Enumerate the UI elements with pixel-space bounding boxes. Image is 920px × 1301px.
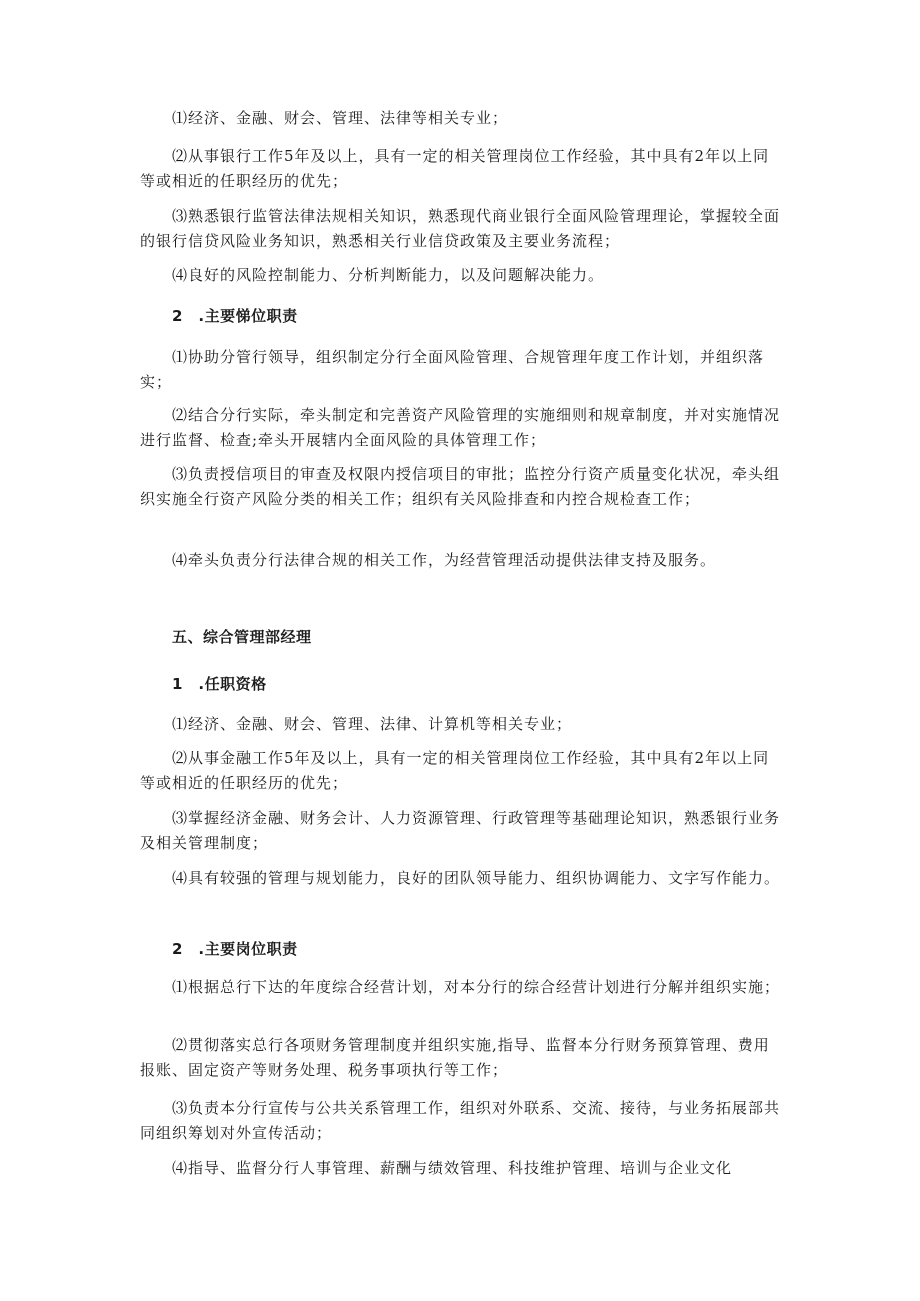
duties-heading: 2 .主要岗位职责 — [172, 940, 298, 958]
requirement-item: ⑷具有较强的管理与规划能力，良好的团队领导能力、组织协调能力、文字写作能力。 — [172, 869, 781, 887]
section-title: 五、综合管理部经理 — [172, 628, 312, 646]
requirement-item: ⑴经济、金融、财会、管理、法律等相关专业； — [172, 109, 509, 127]
requirement-item: ⑶熟悉银行监管法律法规相关知识，熟悉现代商业银行全面风险管理理论，掌握较全面的银行信贷风险业务知识，熟悉相关行业信贷政策及主要业务流程； — [140, 207, 781, 250]
duty-item: ⑵结合分行实际，牵头制定和完善资产风险管理的实施细则和规章制度，并对实施情况进行监督、检查;牵头开展辖内全面风险的具体管理工作； — [140, 406, 781, 449]
duty-item: ⑴协助分管行领导，组织制定分行全面风险管理、合规管理年度工作计划，并组织落实； — [140, 348, 765, 391]
duty-item: ⑶负责授信项目的审查及权限内授信项目的审批；监控分行资产质量变化状况，牵头组织实施全行资产风险分类的相关工作；组织有关风险排查和内控合规检查工作； — [140, 465, 781, 508]
qualification-heading: 1 .任职资格 — [172, 675, 267, 693]
requirement-item: ⑴经济、金融、财会、管理、法律、计算机等相关专业； — [172, 715, 573, 733]
duty-item: ⑵贯彻落实总行各项财务管理制度并组织实施,指导、监督本分行财务预算管理、费用报账、固定资产等财务处理、税务事项执行等工作； — [140, 1036, 770, 1079]
requirement-item: ⑷良好的风险控制能力、分析判断能力，以及问题解决能力。 — [172, 266, 605, 284]
requirement-item: ⑶掌握经济金融、财务会计、人力资源管理、行政管理等基础理论知识，熟悉银行业务及相关管理制度； — [140, 809, 781, 852]
requirement-item: ⑵从事金融工作5年及以上，具有一定的相关管理岗位工作经验，其中具有2年以上同等或相近的任职经历的优先； — [140, 749, 770, 792]
requirement-item: ⑵从事银行工作5年及以上，具有一定的相关管理岗位工作经验，其中具有2年以上同等或相近的任职经历的优先； — [140, 147, 770, 190]
duty-item: ⑶负责本分行宣传与公共关系管理工作，组织对外联系、交流、接待，与业务拓展部共同组织筹划对外宣传活动； — [140, 1099, 781, 1142]
duty-item: ⑷牵头负责分行法律合规的相关工作，为经营管理活动提供法律支持及服务。 — [172, 551, 717, 569]
duty-item: ⑴根据总行下达的年度综合经营计划，对本分行的综合经营计划进行分解并组织实施； — [172, 978, 781, 996]
duties-heading: 2 .主要悌位职责 — [172, 307, 298, 325]
duty-item: ⑷指导、监督分行人事管理、薪酬与绩效管理、科技维护管理、培训与企业文化 — [172, 1159, 733, 1177]
